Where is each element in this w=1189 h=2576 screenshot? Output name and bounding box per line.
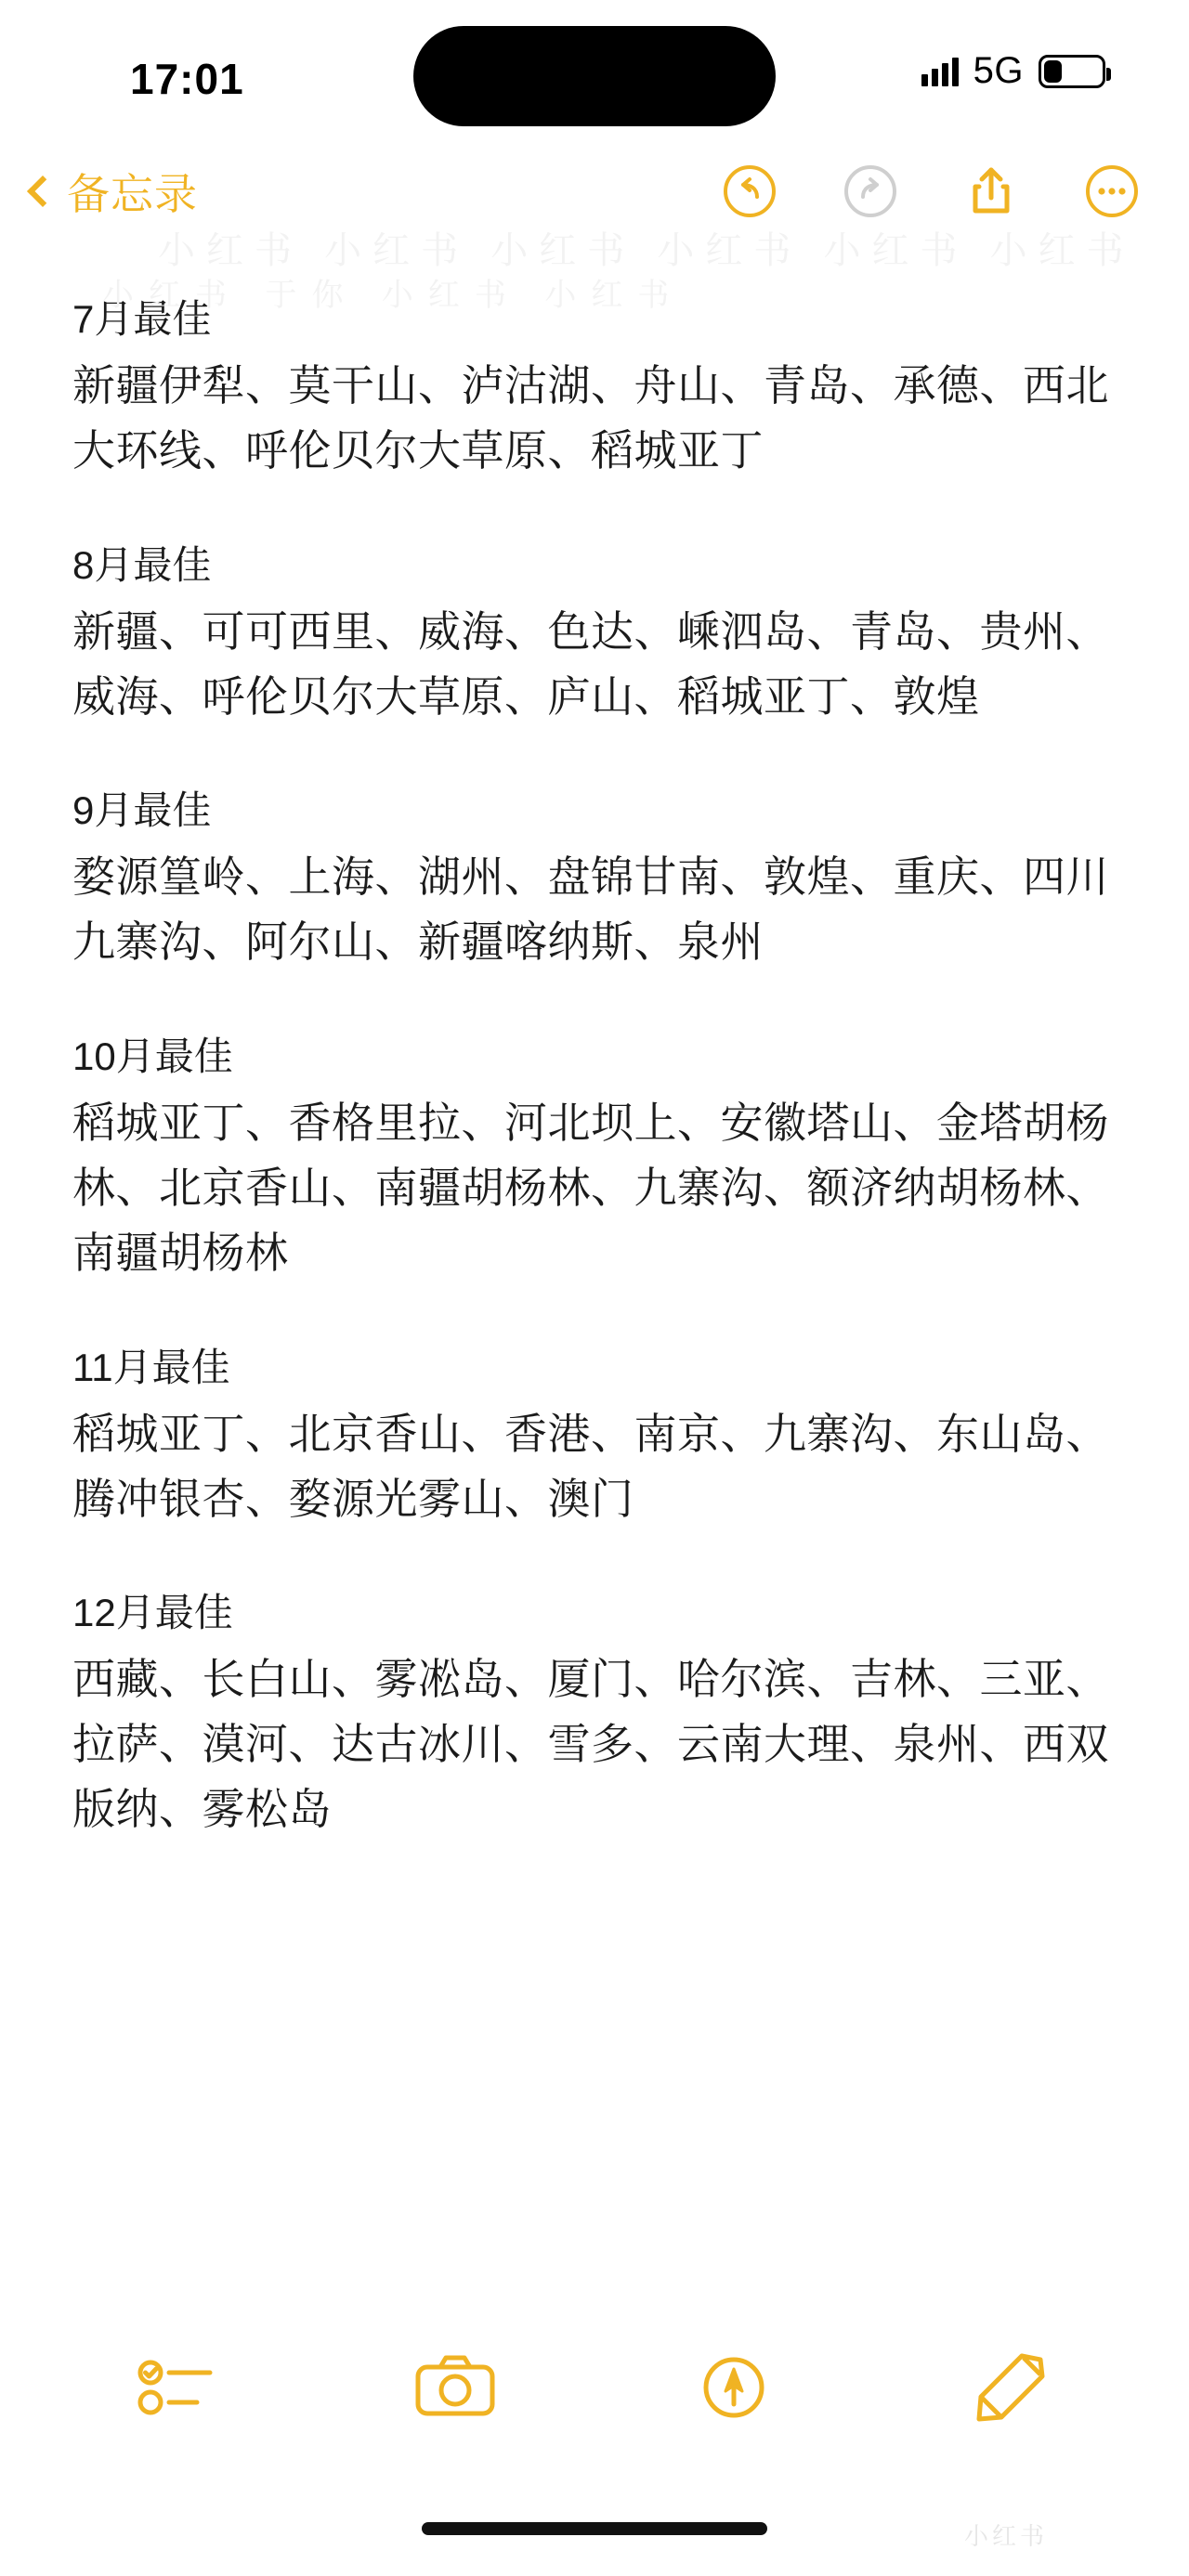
network-type-label: 5G: [973, 50, 1024, 91]
note-section-title: 9月最佳: [72, 788, 212, 833]
camera-icon[interactable]: [404, 2336, 506, 2439]
battery-icon: [1039, 55, 1105, 88]
note-section-title: 10月最佳: [72, 1034, 233, 1079]
note-section-text: 婺源篁岭、上海、湖州、盘锦甘南、敦煌、重庆、四川九寨沟、阿尔山、新疆喀纳斯、泉州: [72, 852, 1109, 967]
note-section-title: 12月最佳: [72, 1591, 233, 1635]
ghost-watermark-line-1: 小红书 小红书 小红书 小红书 小红书 小红书: [158, 230, 1135, 271]
dynamic-island: [413, 26, 776, 126]
note-section-title: 7月最佳: [72, 297, 212, 341]
note-section-text: 稻城亚丁、北京香山、香港、南京、九寨沟、东山岛、腾冲银杏、婺源光雾山、澳门: [72, 1409, 1109, 1523]
checklist-icon[interactable]: [125, 2336, 228, 2439]
note-section: [72, 1340, 1117, 1532]
ghost-watermark-line-2: 小红书 于你 小红书 小红书: [102, 278, 685, 313]
status-time: 17:01: [130, 55, 244, 103]
note-section: [72, 538, 1117, 730]
navigation-bar: [0, 139, 1189, 313]
more-ellipsis-icon[interactable]: [1083, 163, 1141, 220]
note-section: [72, 1585, 1117, 1842]
note-section: [72, 1029, 1117, 1286]
note-section-text: 新疆、可可西里、威海、色达、嵊泗岛、青岛、贵州、威海、呼伦贝尔大草原、庐山、稻城亚丁、敦煌: [72, 606, 1109, 721]
bottom-toolbar: [0, 2318, 1189, 2457]
back-button[interactable]: [32, 161, 198, 222]
markup-pen-icon[interactable]: [683, 2336, 785, 2439]
note-section-text: 新疆伊犁、莫干山、泸沽湖、舟山、青岛、承德、西北大环线、呼伦贝尔大草原、稻城亚丁: [72, 360, 1109, 475]
note-section-text: 西藏、长白山、雾凇岛、厦门、哈尔滨、吉林、三亚、拉萨、漠河、达古冰川、雪多、云南大理、泉州、西双版纳、雾松岛: [72, 1655, 1109, 1834]
cellular-signal-icon: [921, 57, 959, 86]
note-section: [72, 783, 1117, 975]
note-section-title: 8月最佳: [72, 542, 212, 587]
redo-icon[interactable]: [842, 163, 899, 220]
back-button-label: 备忘录: [67, 170, 198, 218]
chevron-left-icon: [27, 176, 59, 207]
share-icon[interactable]: [962, 163, 1020, 220]
status-indicators: [921, 50, 1105, 92]
note-content[interactable]: [0, 243, 1189, 1842]
home-indicator[interactable]: [422, 2522, 767, 2535]
app-watermark: 小红书: [963, 2522, 1048, 2550]
compose-icon[interactable]: [961, 2336, 1064, 2439]
undo-icon[interactable]: [721, 163, 778, 220]
status-bar: [0, 0, 1189, 139]
note-section: [72, 292, 1117, 484]
note-section-title: 11月最佳: [72, 1345, 230, 1389]
nav-actions: [721, 139, 1141, 243]
note-section-text: 稻城亚丁、香格里拉、河北坝上、安徽塔山、金塔胡杨林、北京香山、南疆胡杨林、九寨沟、额济纳胡杨林、南疆胡杨林: [72, 1099, 1109, 1277]
